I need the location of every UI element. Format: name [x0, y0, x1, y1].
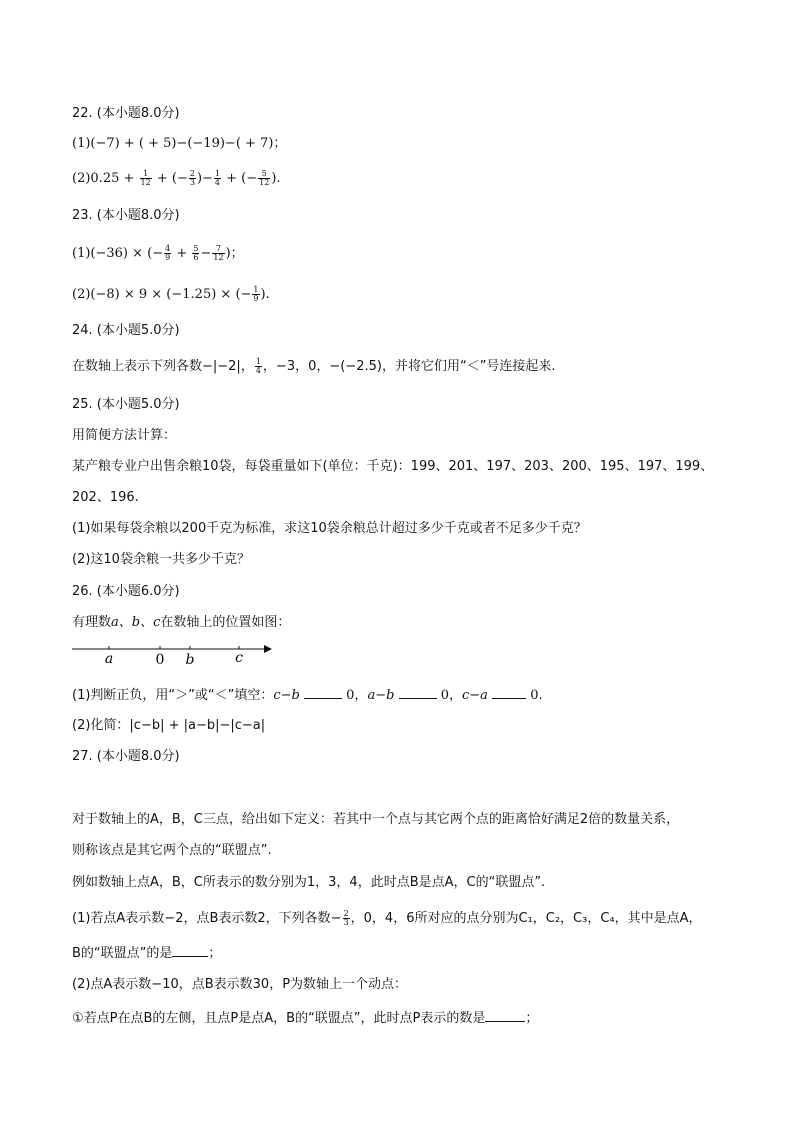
fraction-numerator: 2 — [189, 169, 195, 178]
q25-line1: 某产粮专业户出售余粮10袋，每袋重量如下(单位：千克)：199、201、197、203、200、195、197、199、 — [72, 459, 714, 474]
fraction — [255, 358, 262, 375]
label-c: c — [235, 650, 243, 666]
fraction-denominator: 3 — [343, 918, 349, 927]
separator: ， — [448, 688, 462, 703]
q27-part1-text: (1)若点A表示数−2，点B表示数2，下列各数− — [72, 911, 342, 926]
q27-part1-line2 — [72, 944, 221, 963]
q27-part1-text: ，0，4，6所对应的点分别为C₁，C₂，C₃，C₄，其中是点A， — [350, 911, 702, 926]
answer-blank[interactable] — [399, 686, 437, 699]
q22-part2-text: )− — [196, 171, 213, 186]
fraction-denominator: 9 — [253, 294, 259, 303]
q22-part2-text: + (− — [152, 171, 188, 186]
answer-blank[interactable] — [492, 686, 526, 699]
q25-header: 25. (本小题5.0分) — [72, 397, 180, 412]
fraction — [258, 170, 270, 187]
q27-header: 27. (本小题8.0分) — [72, 749, 180, 764]
fraction — [343, 910, 350, 927]
answer-blank[interactable] — [172, 944, 208, 957]
q24-text-part: 在数轴上表示下列各数−|−2|， — [72, 359, 254, 374]
q26-intro-text: 在数轴上的位置如图： — [160, 615, 291, 630]
fraction-numerator: 5 — [258, 170, 270, 179]
number-line-figure — [72, 640, 282, 670]
expr-a-minus-b: a−b — [367, 688, 395, 703]
label-zero: 0 — [155, 652, 165, 668]
q23-part2-text: ). — [260, 287, 270, 302]
fraction — [212, 245, 224, 262]
q22-part2-text: (2)0.25 + — [72, 171, 139, 186]
fraction-denominator: 12 — [213, 253, 224, 262]
fraction — [192, 245, 199, 262]
fraction-denominator: 4 — [214, 178, 220, 187]
q27-part2-sub1 — [72, 1009, 538, 1028]
q23-part1-text: + — [172, 246, 192, 261]
q22-part2-text: + (− — [222, 171, 258, 186]
fraction — [140, 170, 152, 187]
q27-part1-text: ； — [208, 946, 222, 961]
fraction — [214, 170, 221, 187]
fraction-denominator: 9 — [165, 253, 171, 262]
q25-part1: (1)如果每袋余粮以200千克为标准，求这10袋余粮总计超过多少千克或者不足多少千克？ — [72, 521, 587, 536]
fraction-denominator: 6 — [193, 253, 199, 262]
q27-part1-text: B的“联盟点”的是 — [72, 946, 173, 961]
answer-blank[interactable] — [485, 1009, 525, 1022]
period: . — [538, 688, 543, 703]
fraction-numerator: 1 — [140, 170, 152, 179]
number-line-arrow-icon — [264, 645, 272, 653]
expr-c-minus-a: c−a — [461, 688, 488, 703]
fraction-numerator: 1 — [253, 285, 259, 294]
q24-text — [72, 358, 556, 376]
q27-part2-sub1-text: ； — [525, 1011, 539, 1026]
q23-part2 — [72, 286, 270, 304]
expr-c-minus-b: c−b — [273, 688, 300, 703]
zero: 0 — [530, 688, 539, 703]
zero: 0 — [346, 688, 355, 703]
fraction-numerator: 5 — [193, 244, 199, 253]
q25-intro: 用简便方法计算： — [72, 428, 177, 443]
q24-header: 24. (本小题5.0分) — [72, 323, 180, 338]
fraction-numerator: 2 — [343, 909, 349, 918]
fraction — [164, 245, 171, 262]
fraction-denominator: 12 — [259, 178, 270, 187]
q23-part1-text: (1)(−36) × (− — [72, 246, 164, 261]
q25-line2: 202、196. — [72, 490, 139, 505]
q26-intro-vars: a、b、c — [111, 615, 161, 630]
label-b: b — [185, 652, 195, 668]
fraction-denominator: 12 — [140, 178, 151, 187]
fraction-numerator: 4 — [165, 244, 171, 253]
q26-part1 — [72, 686, 543, 705]
fraction — [189, 170, 196, 187]
q26-header: 26. (本小题6.0分) — [72, 584, 180, 599]
q27-part1-line1 — [72, 910, 702, 928]
fraction-denominator: 4 — [255, 366, 261, 375]
q23-part1-text: − — [200, 246, 212, 261]
zero: 0 — [440, 688, 449, 703]
q26-intro-text: 有理数 — [72, 615, 112, 630]
q23-part1-text: )； — [225, 246, 244, 261]
q24-text-part: ，−3，0，−(−2.5)，并将它们用“＜”号连接起来. — [262, 359, 556, 374]
fraction-numerator: 1 — [255, 357, 261, 366]
q27-part2-sub1-text: ①若点P在点B的左侧，且点P是点A，B的“联盟点”，此时点P表示的数是 — [72, 1011, 486, 1026]
q25-part2: (2)这10袋余粮一共多少千克？ — [72, 552, 250, 567]
fraction-numerator: 1 — [214, 169, 220, 178]
q27-example: 例如数轴上点A，B，C所表示的数分别为1，3，4，此时点B是点A，C的“联盟点”. — [72, 875, 546, 890]
q22-header: 22. (本小题8.0分) — [72, 106, 180, 121]
q27-definition-line2: 则称该点是其它两个点的“联盟点”. — [72, 843, 272, 858]
q27-part2: (2)点A表示数−10，点B表示数30，P为数轴上一个动点： — [72, 977, 408, 992]
fraction — [252, 286, 259, 303]
q23-part1 — [72, 245, 244, 263]
q26-part2: (2)化简：|c−b| + |a−b|−|c−a| — [72, 718, 266, 733]
q26-part1-text: (1)判断正负，用“＞”或“＜”填空： — [72, 688, 274, 703]
q22-part1: (1)(−7) + ( + 5)−(−19)−( + 7)； — [72, 136, 287, 151]
q26-intro — [72, 614, 290, 632]
q27-definition-line1: 对于数轴上的A，B，C三点，给出如下定义：若其中一个点与其它两个点的距离恰好满足2倍的数量关系， — [72, 812, 680, 827]
q22-part2-text: ). — [271, 171, 281, 186]
answer-blank[interactable] — [304, 686, 342, 699]
fraction-denominator: 3 — [189, 178, 195, 187]
fraction-numerator: 7 — [212, 245, 224, 254]
separator: ， — [354, 688, 368, 703]
q23-header: 23. (本小题8.0分) — [72, 208, 180, 223]
q23-part2-text: (2)(−8) × 9 × (−1.25) × (− — [72, 287, 252, 302]
label-a: a — [104, 651, 114, 667]
q22-part2 — [72, 170, 281, 188]
